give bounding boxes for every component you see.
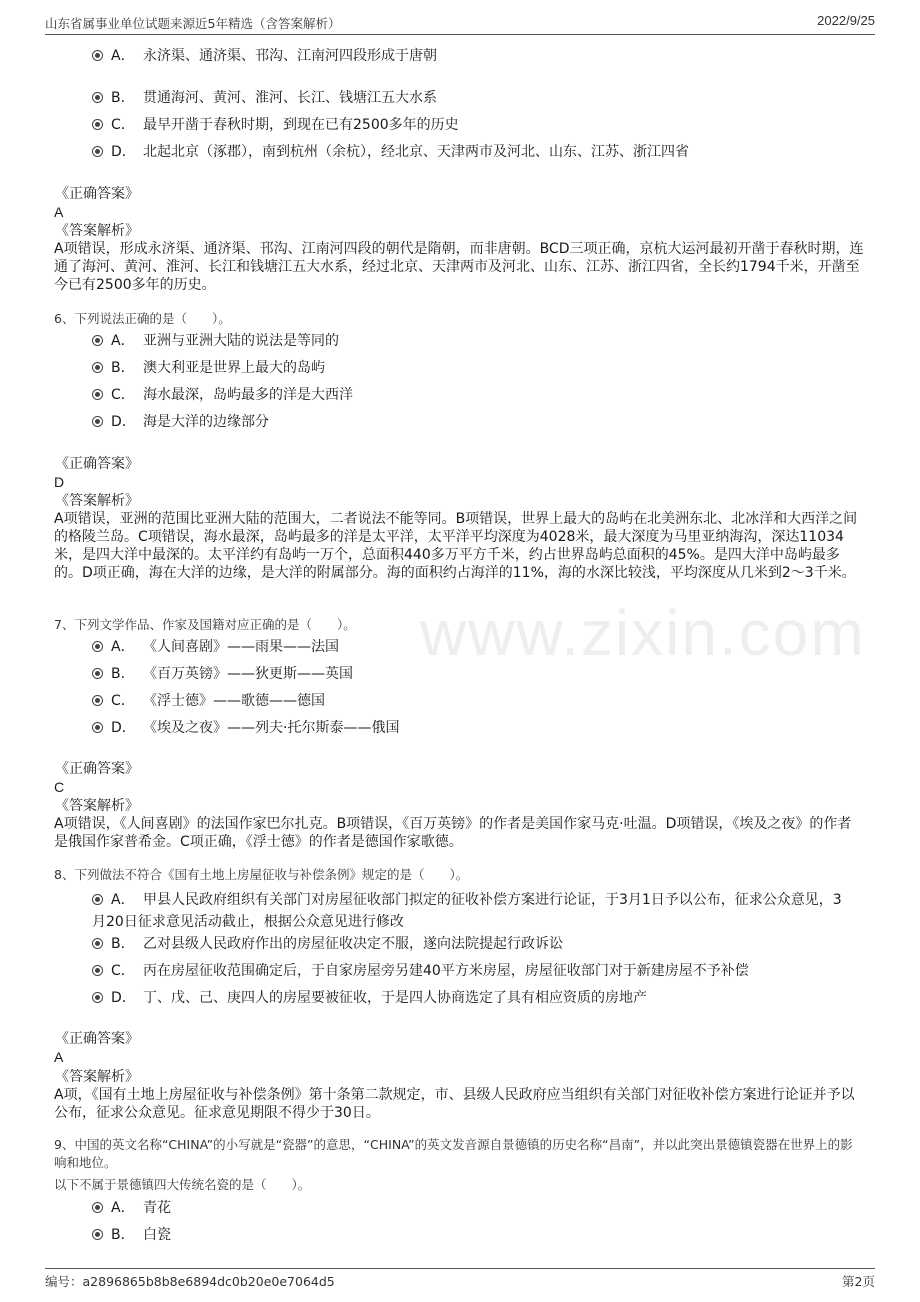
q7-question: 7、下列文学作品、作家及国籍对应正确的是（ ）。 (54, 617, 356, 632)
radio-icon[interactable] (92, 362, 103, 373)
correct-answer-label: 《正确答案》 (55, 186, 139, 202)
correct-answer-label: 《正确答案》 (55, 456, 139, 472)
q8-option-a[interactable]: A． 甲县人民政府组织有关部门对房屋征收部门拟定的征收补偿方案进行论证，于3月1日予以公布，征求公众意见，3月20日征求意见活动截止，根据公众意见进行修改 (92, 892, 842, 930)
radio-icon[interactable] (92, 416, 103, 427)
q9-option-a[interactable]: A． 青花 (92, 1198, 171, 1218)
header-date: 2022/9/25 (817, 13, 875, 28)
q5-option-a[interactable]: A． 永济渠、通济渠、邗沟、江南河四段形成于唐朝 (92, 46, 437, 66)
q8-option-b[interactable]: B． 乙对县级人民政府作出的房屋征收决定不服，遂向法院提起行政诉讼 (92, 934, 563, 954)
q9-question: 9、中国的英文名称“CHINA”的小写就是“瓷器”的意思，“CHINA”的英文发音源自景德镇的历史名称“昌南”，并以此突出景德镇瓷器在世界上的影响和地位。 (54, 1137, 853, 1170)
radio-icon[interactable] (92, 1202, 103, 1213)
q8-question: 8、下列做法不符合《国有土地上房屋征收与补偿条例》规定的是（ ）。 (54, 867, 469, 882)
radio-icon[interactable] (92, 965, 103, 976)
q8-option-d[interactable]: D． 丁、戊、己、庚四人的房屋要被征收，于是四人协商选定了具有相应资质的房地产 (92, 988, 647, 1008)
q8-analysis: A项，《国有土地上房屋征收与补偿条例》第十条第二款规定，市、县级人民政府应当组织有关部门对征收补偿方案进行论证并予以公布，征求公众意见。征求意见期限不得少于30日。 (54, 1087, 855, 1121)
page-header (45, 12, 875, 35)
correct-answer-label: 《正确答案》 (55, 1031, 139, 1047)
radio-icon[interactable] (92, 668, 103, 679)
q5-analysis: A项错误，形成永济渠、通济渠、邗沟、江南河四段的朝代是隋朝，而非唐朝。BCD三项正确，京杭大运河最初开凿于春秋时期，连通了海河、黄河、淮河、长江和钱塘江五大水系，经过北京、天津两市及河北、山东、江苏、浙江四省，全长约1794千米，开凿至今已有2500多年的历史。 (54, 241, 864, 293)
radio-icon[interactable] (92, 894, 103, 905)
analysis-label: 《答案解析》 (55, 1069, 139, 1085)
q8-answer: A (54, 1049, 64, 1065)
page-footer (45, 1268, 875, 1291)
radio-icon[interactable] (92, 335, 103, 346)
q6-option-a[interactable]: A． 亚洲与亚洲大陆的说法是等同的 (92, 331, 339, 351)
radio-icon[interactable] (92, 92, 103, 103)
radio-icon[interactable] (92, 641, 103, 652)
q7-option-a[interactable]: A． 《人间喜剧》——雨果——法国 (92, 637, 339, 657)
radio-icon[interactable] (92, 146, 103, 157)
q9-option-b[interactable]: B． 白瓷 (92, 1225, 171, 1245)
q7-option-c[interactable]: C． 《浮士德》——歌德——德国 (92, 691, 325, 711)
radio-icon[interactable] (92, 389, 103, 400)
watermark: www.zixin.com (420, 597, 866, 669)
analysis-label: 《答案解析》 (55, 223, 139, 239)
q7-option-b[interactable]: B． 《百万英镑》——狄更斯——英国 (92, 664, 353, 684)
document-code: 编号：a2896865b8b8e6894dc0b20e0e7064d5 (45, 1274, 335, 1289)
q6-question: 6、下列说法正确的是（ ）。 (54, 311, 231, 326)
q6-option-b[interactable]: B． 澳大利亚是世界上最大的岛屿 (92, 358, 325, 378)
page-number: 第2页 (842, 1274, 875, 1289)
q8-option-c[interactable]: C． 丙在房屋征收范围确定后，于自家房屋旁另建40平方米房屋，房屋征收部门对于新建房屋不予补偿 (92, 961, 749, 981)
radio-icon[interactable] (92, 722, 103, 733)
analysis-label: 《答案解析》 (55, 798, 139, 814)
q7-analysis: A项错误，《人间喜剧》的法国作家巴尔扎克。B项错误，《百万英镑》的作者是美国作家马克·吐温。D项错误，《埃及之夜》的作者是俄国作家普希金。C项正确，《浮士德》的作者是德国作家歌德。 (54, 816, 852, 850)
q5-option-d[interactable]: D． 北起北京（涿郡），南到杭州（余杭），经北京、天津两市及河北、山东、江苏、浙江四省 (92, 142, 689, 162)
q6-option-d[interactable]: D． 海是大洋的边缘部分 (92, 412, 269, 432)
q5-option-b[interactable]: B． 贯通海河、黄河、淮河、长江、钱塘江五大水系 (92, 88, 437, 108)
correct-answer-label: 《正确答案》 (55, 761, 139, 777)
q6-analysis: A项错误，亚洲的范围比亚洲大陆的范围大，二者说法不能等同。B项错误，世界上最大的岛屿在北美洲东北、北冰洋和大西洋之间的格陵兰岛。C项错误，海水最深，岛屿最多的洋是太平洋，太平洋平均深度为4028米，最大深度为马里亚纳海沟，深达11034米，是四大洋中最深的。太平洋约有岛屿一万个，总面积440多万平方千米，约占世界岛屿总面积的45%。是四大洋中岛屿最多的。D项正确，海在大洋的边缘，是大洋的附属部分。海的面积约占海洋的11%，海的水深比较浅，平均深度从几米到2～3千米。 (54, 511, 858, 581)
radio-icon[interactable] (92, 119, 103, 130)
q7-option-d[interactable]: D． 《埃及之夜》——列夫·托尔斯泰——俄国 (92, 718, 399, 738)
analysis-label: 《答案解析》 (55, 493, 139, 509)
q6-answer: D (54, 474, 65, 490)
radio-icon[interactable] (92, 992, 103, 1003)
radio-icon[interactable] (92, 695, 103, 706)
q5-answer: A (54, 204, 64, 220)
q9-question-prompt: 以下不属于景德镇四大传统名瓷的是（ ）。 (54, 1177, 311, 1192)
q7-answer: C (54, 779, 65, 795)
q5-option-c[interactable]: C． 最早开凿于春秋时期，到现在已有2500多年的历史 (92, 115, 459, 135)
q6-option-c[interactable]: C． 海水最深，岛屿最多的洋是大西洋 (92, 385, 353, 405)
radio-icon[interactable] (92, 50, 103, 61)
header-title: 山东省属事业单位试题来源近5年精选（含答案解析） (45, 16, 341, 31)
radio-icon[interactable] (92, 1229, 103, 1240)
radio-icon[interactable] (92, 938, 103, 949)
